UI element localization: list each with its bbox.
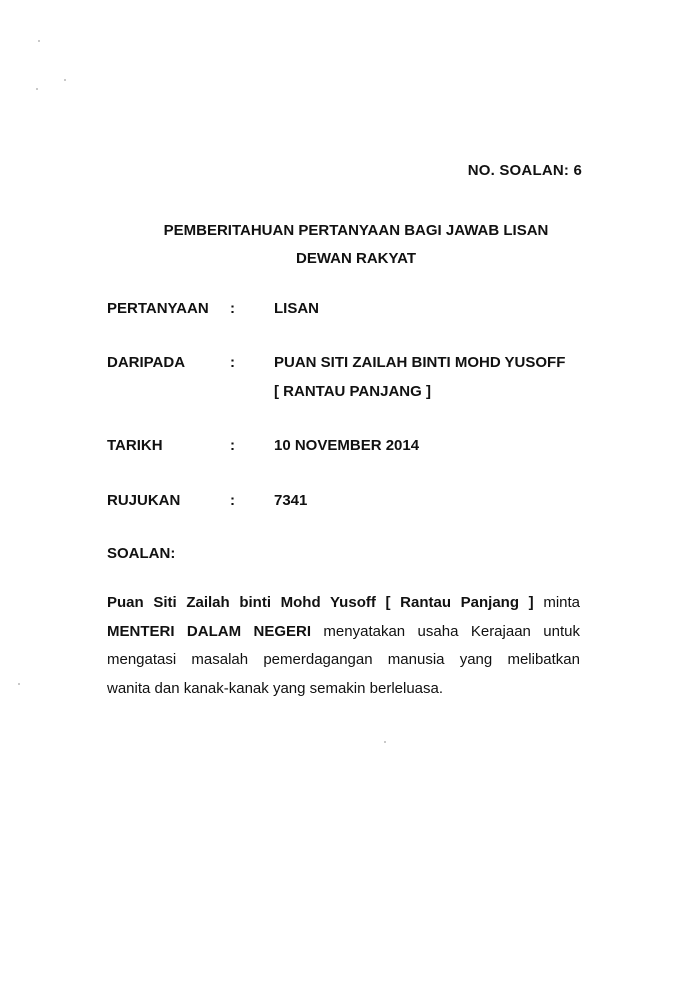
field-separator: : — [230, 300, 235, 317]
field-separator: : — [230, 354, 235, 371]
question-text: minta — [543, 594, 581, 611]
question-line-1 — [107, 589, 580, 618]
field-separator: : — [230, 492, 235, 509]
question-heading: SOALAN: — [107, 545, 176, 562]
scan-speck — [64, 79, 66, 81]
title-line-2: DEWAN RAKYAT — [295, 250, 416, 267]
question-number: NO. SOALAN: 6 — [467, 162, 582, 179]
field-value: LISAN — [274, 300, 319, 317]
scan-speck — [38, 40, 40, 42]
question-line-2 — [107, 618, 580, 647]
asker-name: Puan Siti Zailah binti Mohd Yusoff [ Rantau Panjang ] — [107, 594, 534, 611]
scan-speck — [18, 683, 20, 685]
field-label: TARIKH — [107, 437, 163, 454]
minister-name: MENTERI DALAM NEGERI — [107, 622, 311, 640]
scan-speck — [36, 88, 38, 90]
question-line-3: mengatasi masalah pemerdagangan manusia yang melibatkan — [107, 651, 580, 668]
field-label: PERTANYAAN — [107, 300, 209, 317]
field-label: RUJUKAN — [107, 492, 181, 509]
field-value: 10 NOVEMBER 2014 — [274, 437, 420, 454]
scan-speck — [384, 741, 386, 743]
question-body — [107, 589, 580, 703]
document-title — [0, 217, 700, 273]
field-value-constituency: [ RANTAU PANJANG ] — [274, 383, 431, 400]
question-line-4: wanita dan kanak-kanak yang semakin berleluasa. — [107, 679, 444, 697]
field-label: DARIPADA — [107, 354, 186, 371]
title-line-1: PEMBERITAHUAN PERTANYAAN BAGI JAWAB LISAN — [163, 222, 549, 239]
field-value: 7341 — [274, 492, 308, 509]
field-value: PUAN SITI ZAILAH BINTI MOHD YUSOFF — [274, 354, 566, 371]
question-text: menyatakan usaha Kerajaan untuk — [323, 622, 580, 640]
field-separator: : — [230, 437, 235, 454]
